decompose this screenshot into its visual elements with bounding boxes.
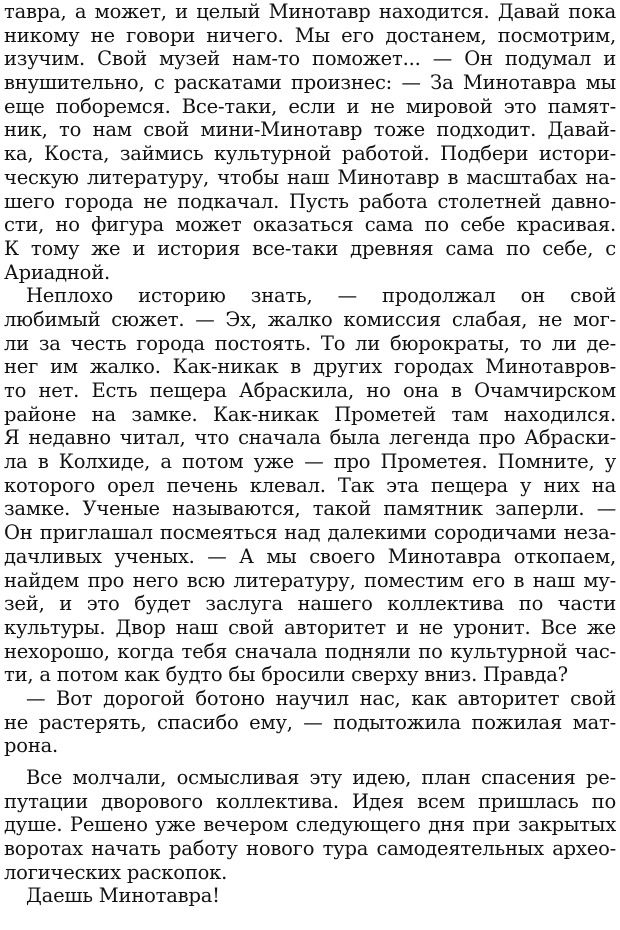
text-line: найдем про него всю литературу, поместим его в наш му- [4,568,616,592]
text-line: дачливых ученых. — А мы своего Минотавра откопаем, [4,544,616,568]
text-line: логических раскопок. [4,860,228,884]
text-line: зей, и это будет заслуга нашего коллектива по части [4,592,616,616]
text-line: нег им жалко. Как-никак в других городах Минотавров- [4,355,616,379]
text-line: внушительно, с раскатами произнес: — За Минотавра мы [4,71,616,95]
text-line: никому не говори ничего. Мы его достанем, посмотрим, [4,23,616,47]
text-line: ти, а потом как будто бы бросили сверху вниз. Правда? [4,663,568,687]
text-line: районе на замке. Как-никак Прометей там находился. [4,402,616,426]
text-line: нехорошо, когда тебя сначала подняли по культурной час- [4,639,616,663]
text-line: не растерять, спасибо ему, — подытожила пожилая мат- [4,710,616,734]
text-line: которого орел печень клевал. Так эта пещера у них на [4,473,616,497]
text-line: Ариадной. [4,260,111,284]
text-line: то нет. Есть пещера Абраскила, но она в Очамчирском [4,379,616,402]
text-line: воротах начать работу нового тура самодеятельных архео- [4,837,616,861]
paragraph [4,0,616,284]
text-line: путации дворового коллектива. Идея всем пришлась по [4,789,616,813]
text-line: любимый сюжет. — Эх, жалко комиссия слабая, не мог- [4,307,616,331]
text-line: Он приглашал посмеяться над далекими сородичами неза- [4,521,616,545]
body-text [4,0,616,908]
paragraph [4,766,616,884]
text-line: еще поборемся. Все-таки, если и не мировой это памят- [4,94,616,118]
text-line: культуры. Двор наш свой авторитет и не уронит. Все же [4,615,616,639]
text-line: Я недавно читал, что сначала была легенда про Абраски- [4,426,616,450]
text-line: К тому же и история все-таки древняя сама по себе, с [4,236,616,260]
text-line: тавра, а может, и целый Минотавр находится. Давай пока [4,0,616,23]
text-line: ческую литературу, чтобы наш Минотавр в масштабах на- [4,165,616,189]
text-line: Неплохо историю знать, — продолжал он свой [26,284,616,308]
text-line: ли за честь города постоять. То ли бюрократы, то ли де- [4,331,616,355]
text-line: изучим. Свой музей нам-то поможет... — Он подумал и [4,47,616,71]
paragraph [4,284,616,687]
paragraph [4,884,616,908]
text-line: замке. Ученые называются, такой памятник заперли. — [4,497,616,521]
text-line: сти, но фигура может оказаться сама по себе красивая. [4,213,616,237]
text-line: шего города не подкачал. Пусть работа столетней давно- [4,189,616,213]
text-line: ла в Колхиде, а потом уже — про Прометея. Помните, у [4,450,616,474]
text-line: Даешь Минотавра! [26,884,220,908]
text-line: ка, Коста, займись культурной работой. Подбери истори- [4,142,616,166]
text-line: ник, то нам свой мини-Минотавр тоже подходит. Давай- [4,118,616,142]
text-line: душе. Решено уже вечером следующего дня при закрытых [4,813,616,837]
paragraph-gap [4,758,616,766]
text-line: — Вот дорогой ботоно научил нас, как авторитет свой [26,686,616,710]
text-line: Все молчали, осмысливая эту идею, план спасения ре- [26,766,616,789]
paragraph [4,687,616,758]
text-line: рона. [4,734,59,758]
